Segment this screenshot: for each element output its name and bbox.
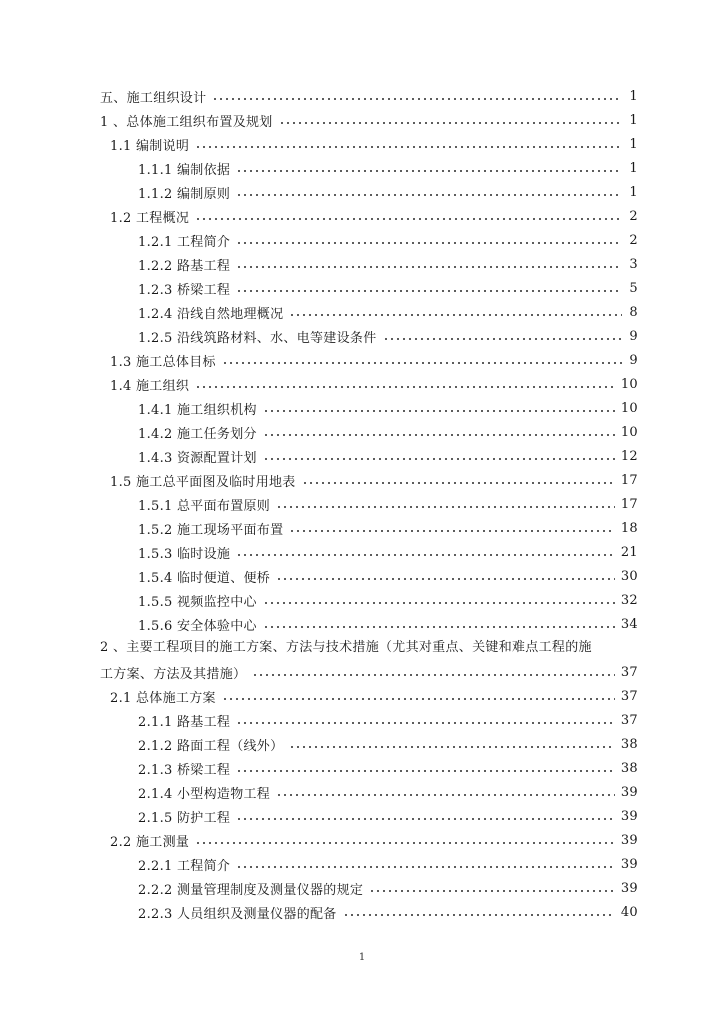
toc-entry-title: 2.1.1 路基工程 — [138, 714, 231, 730]
toc-entry-title: 1.5 施工总平面图及临时用地表 — [110, 474, 296, 490]
toc-entry-page-number: 32 — [620, 592, 638, 608]
dot-leader — [195, 146, 622, 148]
dot-leader — [222, 362, 622, 364]
dot-leader — [343, 914, 615, 916]
toc-entry-page-number: 39 — [620, 832, 638, 848]
toc-entry[interactable] — [138, 300, 638, 324]
toc-entry-title: 2.2.2 测量管理制度及测量仪器的规定 — [138, 882, 364, 898]
toc-entry-title: 1.3 施工总体目标 — [110, 354, 216, 370]
toc-entry[interactable] — [138, 900, 638, 924]
toc-entry[interactable] — [138, 324, 638, 348]
toc-entry[interactable] — [110, 204, 638, 228]
toc-entry[interactable] — [138, 708, 638, 732]
toc-entry[interactable] — [138, 540, 638, 564]
dot-leader — [263, 434, 615, 436]
toc-entry-page-number: 8 — [629, 304, 638, 320]
toc-entry-page-number: 39 — [620, 808, 638, 824]
dot-leader — [236, 866, 615, 868]
dot-leader — [212, 98, 622, 100]
toc-entry[interactable] — [110, 468, 638, 492]
toc-entry[interactable] — [138, 444, 638, 468]
toc-entry-title: 1.5.6 安全体验中心 — [138, 618, 257, 634]
toc-entry-page-number: 30 — [620, 568, 638, 584]
dot-leader — [236, 818, 615, 820]
toc-entry-title: 2.1.4 小型构造物工程 — [138, 786, 271, 802]
toc-entry[interactable] — [138, 612, 638, 636]
toc-entry-page-number: 5 — [629, 280, 638, 296]
toc-entry-page-number: 21 — [620, 544, 638, 560]
dot-leader — [263, 602, 615, 604]
toc-entry-title: 2.1.5 防护工程 — [138, 810, 231, 826]
toc-entry-title: 1.5.4 临时便道、便桥 — [138, 570, 271, 586]
dot-leader — [236, 170, 622, 172]
toc-entry-page-number: 1 — [629, 160, 638, 176]
toc-entry-title: 1.5.2 施工现场平面布置 — [138, 522, 284, 538]
toc-entry-page-number: 39 — [620, 880, 638, 896]
toc-entry[interactable] — [138, 804, 638, 828]
dot-leader — [236, 554, 615, 556]
dot-leader — [236, 770, 615, 772]
toc-entry-title: 1.2.1 工程简介 — [138, 234, 231, 250]
toc-entry-page-number: 10 — [620, 376, 638, 392]
toc-entry-title: 2.1.3 桥梁工程 — [138, 762, 231, 778]
dot-leader — [289, 746, 614, 748]
toc-entry-title: 2.2 施工测量 — [110, 834, 190, 850]
toc-entry-title: 1.2.4 沿线自然地理概况 — [138, 306, 284, 322]
toc-entry-title: 2.1 总体施工方案 — [110, 690, 216, 706]
dot-leader — [279, 122, 622, 124]
toc-entry-page-number: 38 — [620, 736, 638, 752]
dot-leader — [276, 506, 615, 508]
toc-entry[interactable] — [110, 348, 638, 372]
toc-entry-title: 五、施工组织设计 — [100, 90, 207, 106]
toc-entry-page-number: 1 — [629, 136, 638, 152]
toc-entry-title-line1: 2 、主要工程项目的施工方案、方法与技术措施（尤其对重点、关键和难点工程的施 — [100, 640, 592, 655]
toc-entry[interactable] — [100, 84, 638, 108]
dot-leader — [369, 890, 615, 892]
dot-leader — [236, 266, 622, 268]
toc-entry[interactable] — [110, 372, 638, 396]
toc-entry[interactable] — [110, 132, 638, 156]
dot-leader — [263, 410, 615, 412]
dot-leader — [302, 482, 615, 484]
dot-leader — [195, 218, 622, 220]
dot-leader — [263, 626, 615, 628]
toc-entry-page-number: 3 — [629, 256, 638, 272]
dot-leader — [276, 578, 615, 580]
toc-entry[interactable] — [100, 640, 638, 684]
toc-entry-title: 1.5.5 视频监控中心 — [138, 594, 257, 610]
page-number: 1 — [358, 952, 366, 963]
toc-entry-title: 1.5.1 总平面布置原则 — [138, 498, 271, 514]
toc-entry-page-number: 1 — [629, 112, 638, 128]
toc-entry-page-number: 1 — [629, 88, 638, 104]
dot-leader — [195, 386, 615, 388]
dot-leader — [276, 794, 615, 796]
toc-entry-title: 1.4 施工组织 — [110, 378, 190, 394]
toc-entry-title: 1.2.2 路基工程 — [138, 258, 231, 274]
toc-entry[interactable] — [110, 684, 638, 708]
toc-entry[interactable] — [110, 828, 638, 852]
toc-entry-page-number: 37 — [620, 688, 638, 704]
toc-entry-page-number: 39 — [620, 784, 638, 800]
toc-entry-title: 1.2.3 桥梁工程 — [138, 282, 231, 298]
toc-entry-title: 工方案、方法及其措施） — [100, 666, 247, 682]
toc-entry-title: 1.4.3 资源配置计划 — [138, 450, 257, 466]
toc-entry[interactable] — [138, 732, 638, 756]
toc-entry-page-number: 40 — [620, 904, 638, 920]
dot-leader — [383, 338, 622, 340]
toc-entry-page-number: 18 — [620, 520, 638, 536]
toc-entry-title: 2.1.2 路面工程（线外） — [138, 738, 284, 754]
toc-entry-title: 1.2.5 沿线筑路材料、水、电等建设条件 — [138, 330, 377, 346]
toc-entry-title: 1.5.3 临时设施 — [138, 546, 231, 562]
toc-entry[interactable] — [138, 588, 638, 612]
toc-entry-page-number: 37 — [620, 712, 638, 728]
toc-entry-page-number: 9 — [629, 328, 638, 344]
toc-entry-page-number: 10 — [620, 400, 638, 416]
toc-entry[interactable] — [138, 156, 638, 180]
toc-entry-page-number: 12 — [620, 448, 638, 464]
toc-entry[interactable] — [138, 516, 638, 540]
toc-entry-page-number: 17 — [620, 496, 638, 512]
toc-entry-title: 2.2.3 人员组织及测量仪器的配备 — [138, 906, 337, 922]
toc-entry-page-number: 9 — [629, 352, 638, 368]
toc-entry[interactable] — [138, 564, 638, 588]
toc-entry-title: 1.1 编制说明 — [110, 138, 190, 154]
toc-entry[interactable] — [138, 252, 638, 276]
toc-entry-page-number: 2 — [629, 232, 638, 248]
toc-entry[interactable] — [138, 396, 638, 420]
toc-entry-page-number: 34 — [620, 616, 638, 632]
toc-entry-page-number: 10 — [620, 424, 638, 440]
toc-entry-title: 1.1.2 编制原则 — [138, 186, 231, 202]
toc-entry[interactable] — [138, 876, 638, 900]
toc-entry[interactable] — [138, 276, 638, 300]
dot-leader — [252, 674, 615, 676]
toc-entry[interactable] — [138, 852, 638, 876]
toc-entry[interactable] — [138, 756, 638, 780]
toc-entry-page-number: 38 — [620, 760, 638, 776]
toc-entry[interactable] — [138, 180, 638, 204]
toc-entry-page-number: 17 — [620, 472, 638, 488]
toc-entry-title: 1.4.2 施工任务划分 — [138, 426, 257, 442]
dot-leader — [236, 194, 622, 196]
toc-entry[interactable] — [138, 780, 638, 804]
toc-entry-page-number: 2 — [629, 208, 638, 224]
dot-leader — [289, 314, 622, 316]
dot-leader — [195, 842, 615, 844]
dot-leader — [236, 242, 622, 244]
toc-entry-page-number: 37 — [620, 664, 638, 680]
dot-leader — [289, 530, 614, 532]
dot-leader — [263, 458, 615, 460]
toc-entry-title: 1.2 工程概况 — [110, 210, 190, 226]
toc-entry-page-number: 1 — [629, 184, 638, 200]
toc-entry[interactable] — [138, 492, 638, 516]
toc-entry-page-number: 39 — [620, 856, 638, 872]
toc-entry-title: 2.2.1 工程简介 — [138, 858, 231, 874]
toc-entry[interactable] — [138, 420, 638, 444]
toc-entry-title: 1 、总体施工组织布置及规划 — [100, 114, 273, 130]
dot-leader — [236, 290, 622, 292]
toc-entry-title: 1.1.1 编制依据 — [138, 162, 231, 178]
dot-leader — [236, 722, 615, 724]
toc-entry[interactable] — [138, 228, 638, 252]
dot-leader — [222, 698, 615, 700]
toc-entry-title: 1.4.1 施工组织机构 — [138, 402, 257, 418]
toc-entry[interactable] — [100, 108, 638, 132]
